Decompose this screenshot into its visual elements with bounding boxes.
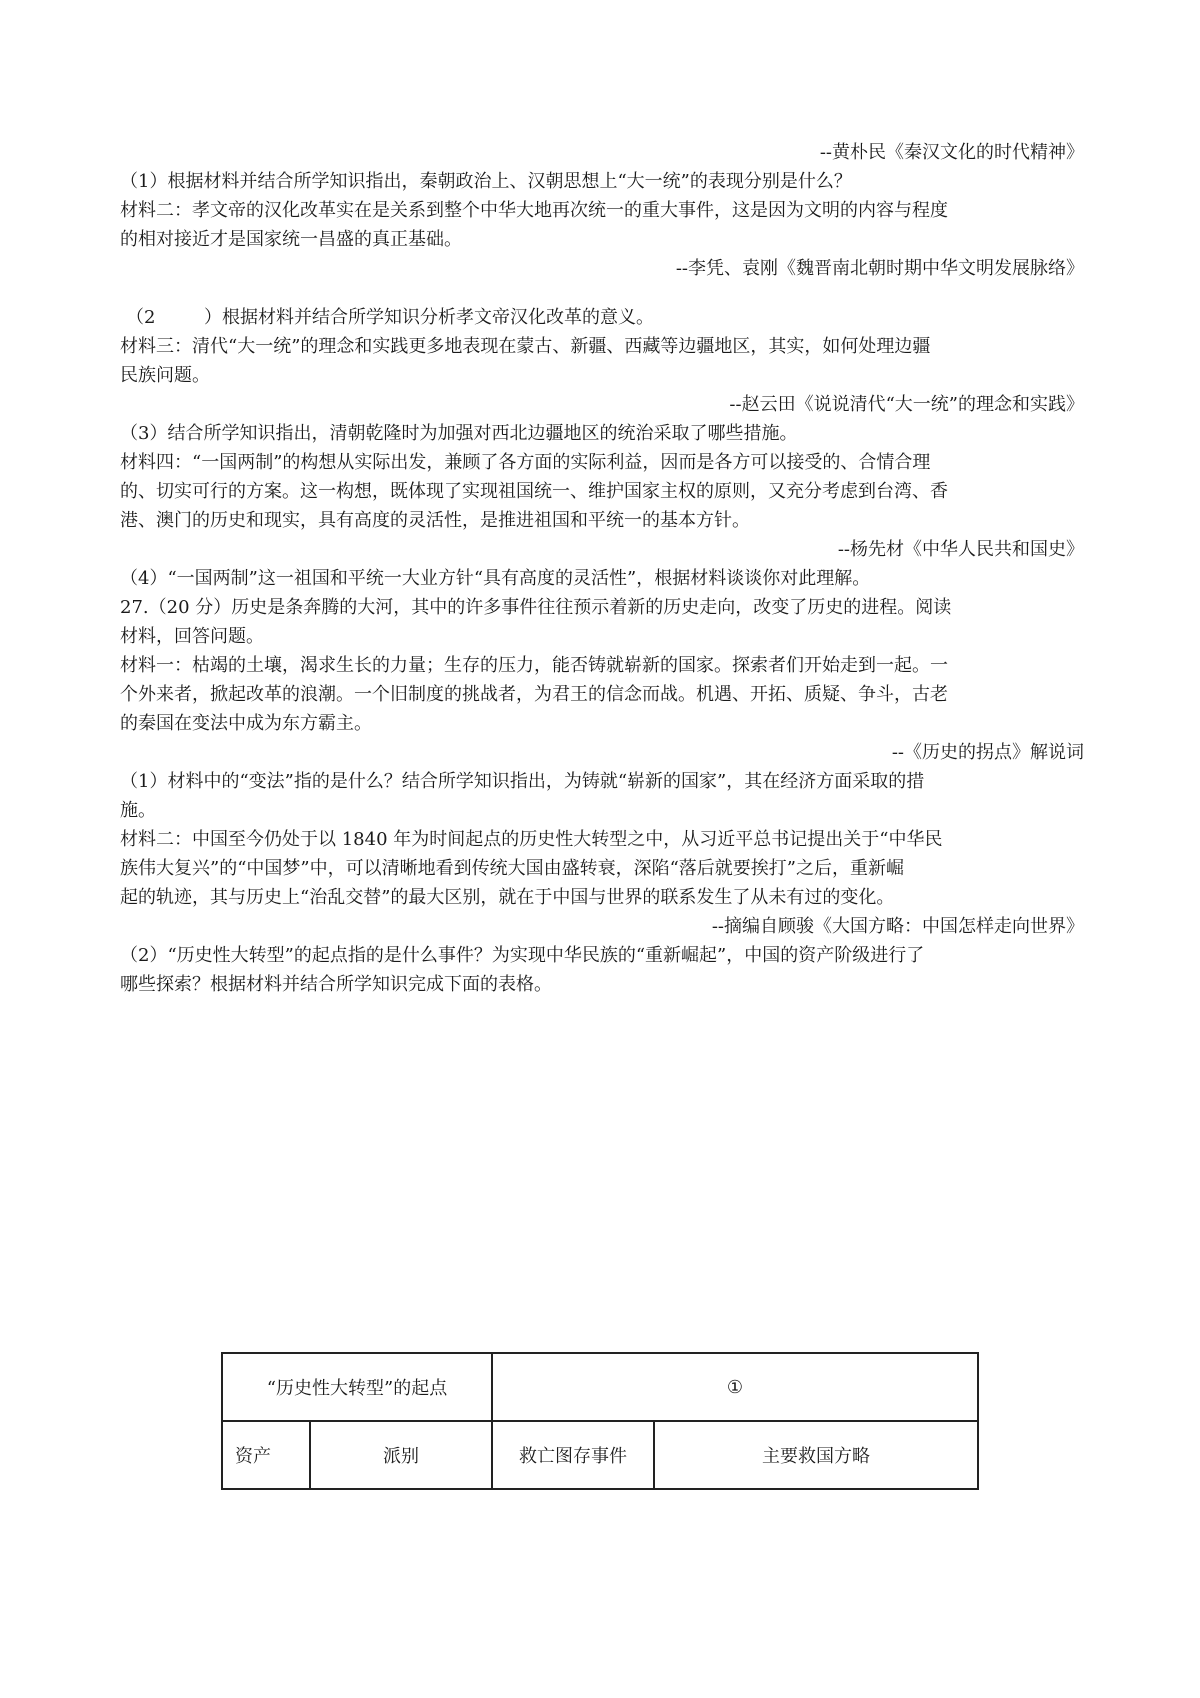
material-line: 材料二：中国至今仍处于以 1840 年为时间起点的历史性大转型之中，从习近平总书记提出关于“中华民 (120, 829, 943, 850)
table-cell-start-label: “历史性大转型”的起点 (222, 1353, 492, 1421)
material-4 (120, 448, 1088, 535)
table-header-event: 救亡图存事件 (492, 1421, 654, 1489)
question-27-material-2 (120, 825, 1088, 912)
question-line: 哪些探索？根据材料并结合所学知识完成下面的表格。 (120, 974, 552, 995)
question-26-1: （1）根据材料并结合所学知识指出，秦朝政治上、汉朝思想上“大一统”的表现分别是什么？ (120, 171, 852, 192)
question-line: （2）“历史性大转型”的起点指的是什么事件？为实现中华民族的“重新崛起”，中国的资产阶级进行了 (120, 945, 925, 966)
question-line: （1）材料中的“变法”指的是什么？结合所学知识指出，为铸就“崭新的国家”，其在经济方面采取的措 (120, 771, 925, 792)
spacer (120, 283, 1088, 303)
question-body (120, 138, 1088, 999)
material-line: 港、澳门的历史和现实，具有高度的灵活性，是推进祖国和平统一的基本方针。 (120, 510, 750, 531)
material-line: 材料二：孝文帝的汉化改革实在是关系到整个中华大地再次统一的重大事件，这是因为文明的内容与程度 (120, 200, 948, 221)
table-header-strategy: 主要救国方略 (654, 1421, 978, 1489)
table-cell-blank-1[interactable]: ① (492, 1353, 978, 1421)
material-line: 的、切实可行的方案。这一构想，既体现了实现祖国统一、维护国家主权的原则，又充分考虑到台湾、香 (120, 481, 948, 502)
question-27-2 (120, 941, 1088, 999)
question-26-4: （4）“一国两制”这一祖国和平统一大业方针“具有高度的灵活性”，根据材料谈谈你对此理解。 (120, 568, 871, 589)
material-line: 材料四：“一国两制”的构想从实际出发，兼顾了各方面的实际利益，因而是各方可以接受的、合情合理 (120, 452, 931, 473)
question-number: （2 (126, 307, 156, 328)
source-citation: --李凭、袁刚《魏晋南北朝时期中华文明发展脉络》 (675, 258, 1084, 279)
material-line: 材料三：清代“大一统”的理念和实践更多地表现在蒙古、新疆、西藏等边疆地区，其实，如何处理边疆 (120, 336, 931, 357)
question-line: 施。 (120, 800, 156, 821)
question-stem-line: 材料，回答问题。 (120, 626, 264, 647)
question-27-header (120, 593, 1088, 651)
source-citation: --摘编自顾骏《大国方略：中国怎样走向世界》 (711, 916, 1084, 937)
material-line: 材料一：枯竭的土壤，渴求生长的力量；生存的压力，能否铸就崭新的国家。探索者们开始走到一起。一 (120, 655, 948, 676)
table-row (222, 1421, 978, 1489)
question-27-1 (120, 767, 1088, 825)
source-citation: --杨先材《中华人民共和国史》 (837, 539, 1084, 560)
question-26-3: （3）结合所学知识指出，清朝乾隆时为加强对西北边疆地区的统治采取了哪些措施。 (120, 423, 798, 444)
source-citation: --黄朴民《秦汉文化的时代精神》 (819, 142, 1084, 163)
material-line: 族伟大复兴”的“中国梦”中，可以清晰地看到传统大国由盛转衰，深陷“落后就要挨打”之后，重新崛 (120, 858, 905, 879)
table-header-faction: 派别 (310, 1421, 492, 1489)
material-3 (120, 332, 1088, 390)
source-citation: --赵云田《说说清代“大一统”的理念和实践》 (729, 394, 1084, 415)
material-line: 起的轨迹，其与历史上“治乱交替”的最大区别，就在于中国与世界的联系发生了从未有过的变化。 (120, 887, 895, 908)
source-citation: --《历史的拐点》解说词 (891, 742, 1084, 763)
question-27-material-1 (120, 651, 1088, 738)
table-row (222, 1353, 978, 1421)
material-line: 的秦国在变法中成为东方霸主。 (120, 713, 372, 734)
question-text: ）根据材料并结合所学知识分析孝文帝汉化改革的意义。 (204, 307, 654, 328)
material-line: 民族问题。 (120, 365, 210, 386)
material-2 (120, 196, 1088, 254)
question-stem-line: 27.（20 分）历史是条奔腾的大河，其中的许多事件往往预示着新的历史走向，改变了历史的进程。阅读 (120, 597, 952, 618)
answer-table (221, 1352, 979, 1490)
question-26-2 (120, 303, 1088, 332)
material-line: 个外来者，掀起改革的浪潮。一个旧制度的挑战者，为君王的信念而战。机遇、开拓、质疑、争斗，古老 (120, 684, 948, 705)
table-cell-bourgeois: 资产 (222, 1421, 310, 1489)
material-line: 的相对接近才是国家统一昌盛的真正基础。 (120, 229, 462, 250)
